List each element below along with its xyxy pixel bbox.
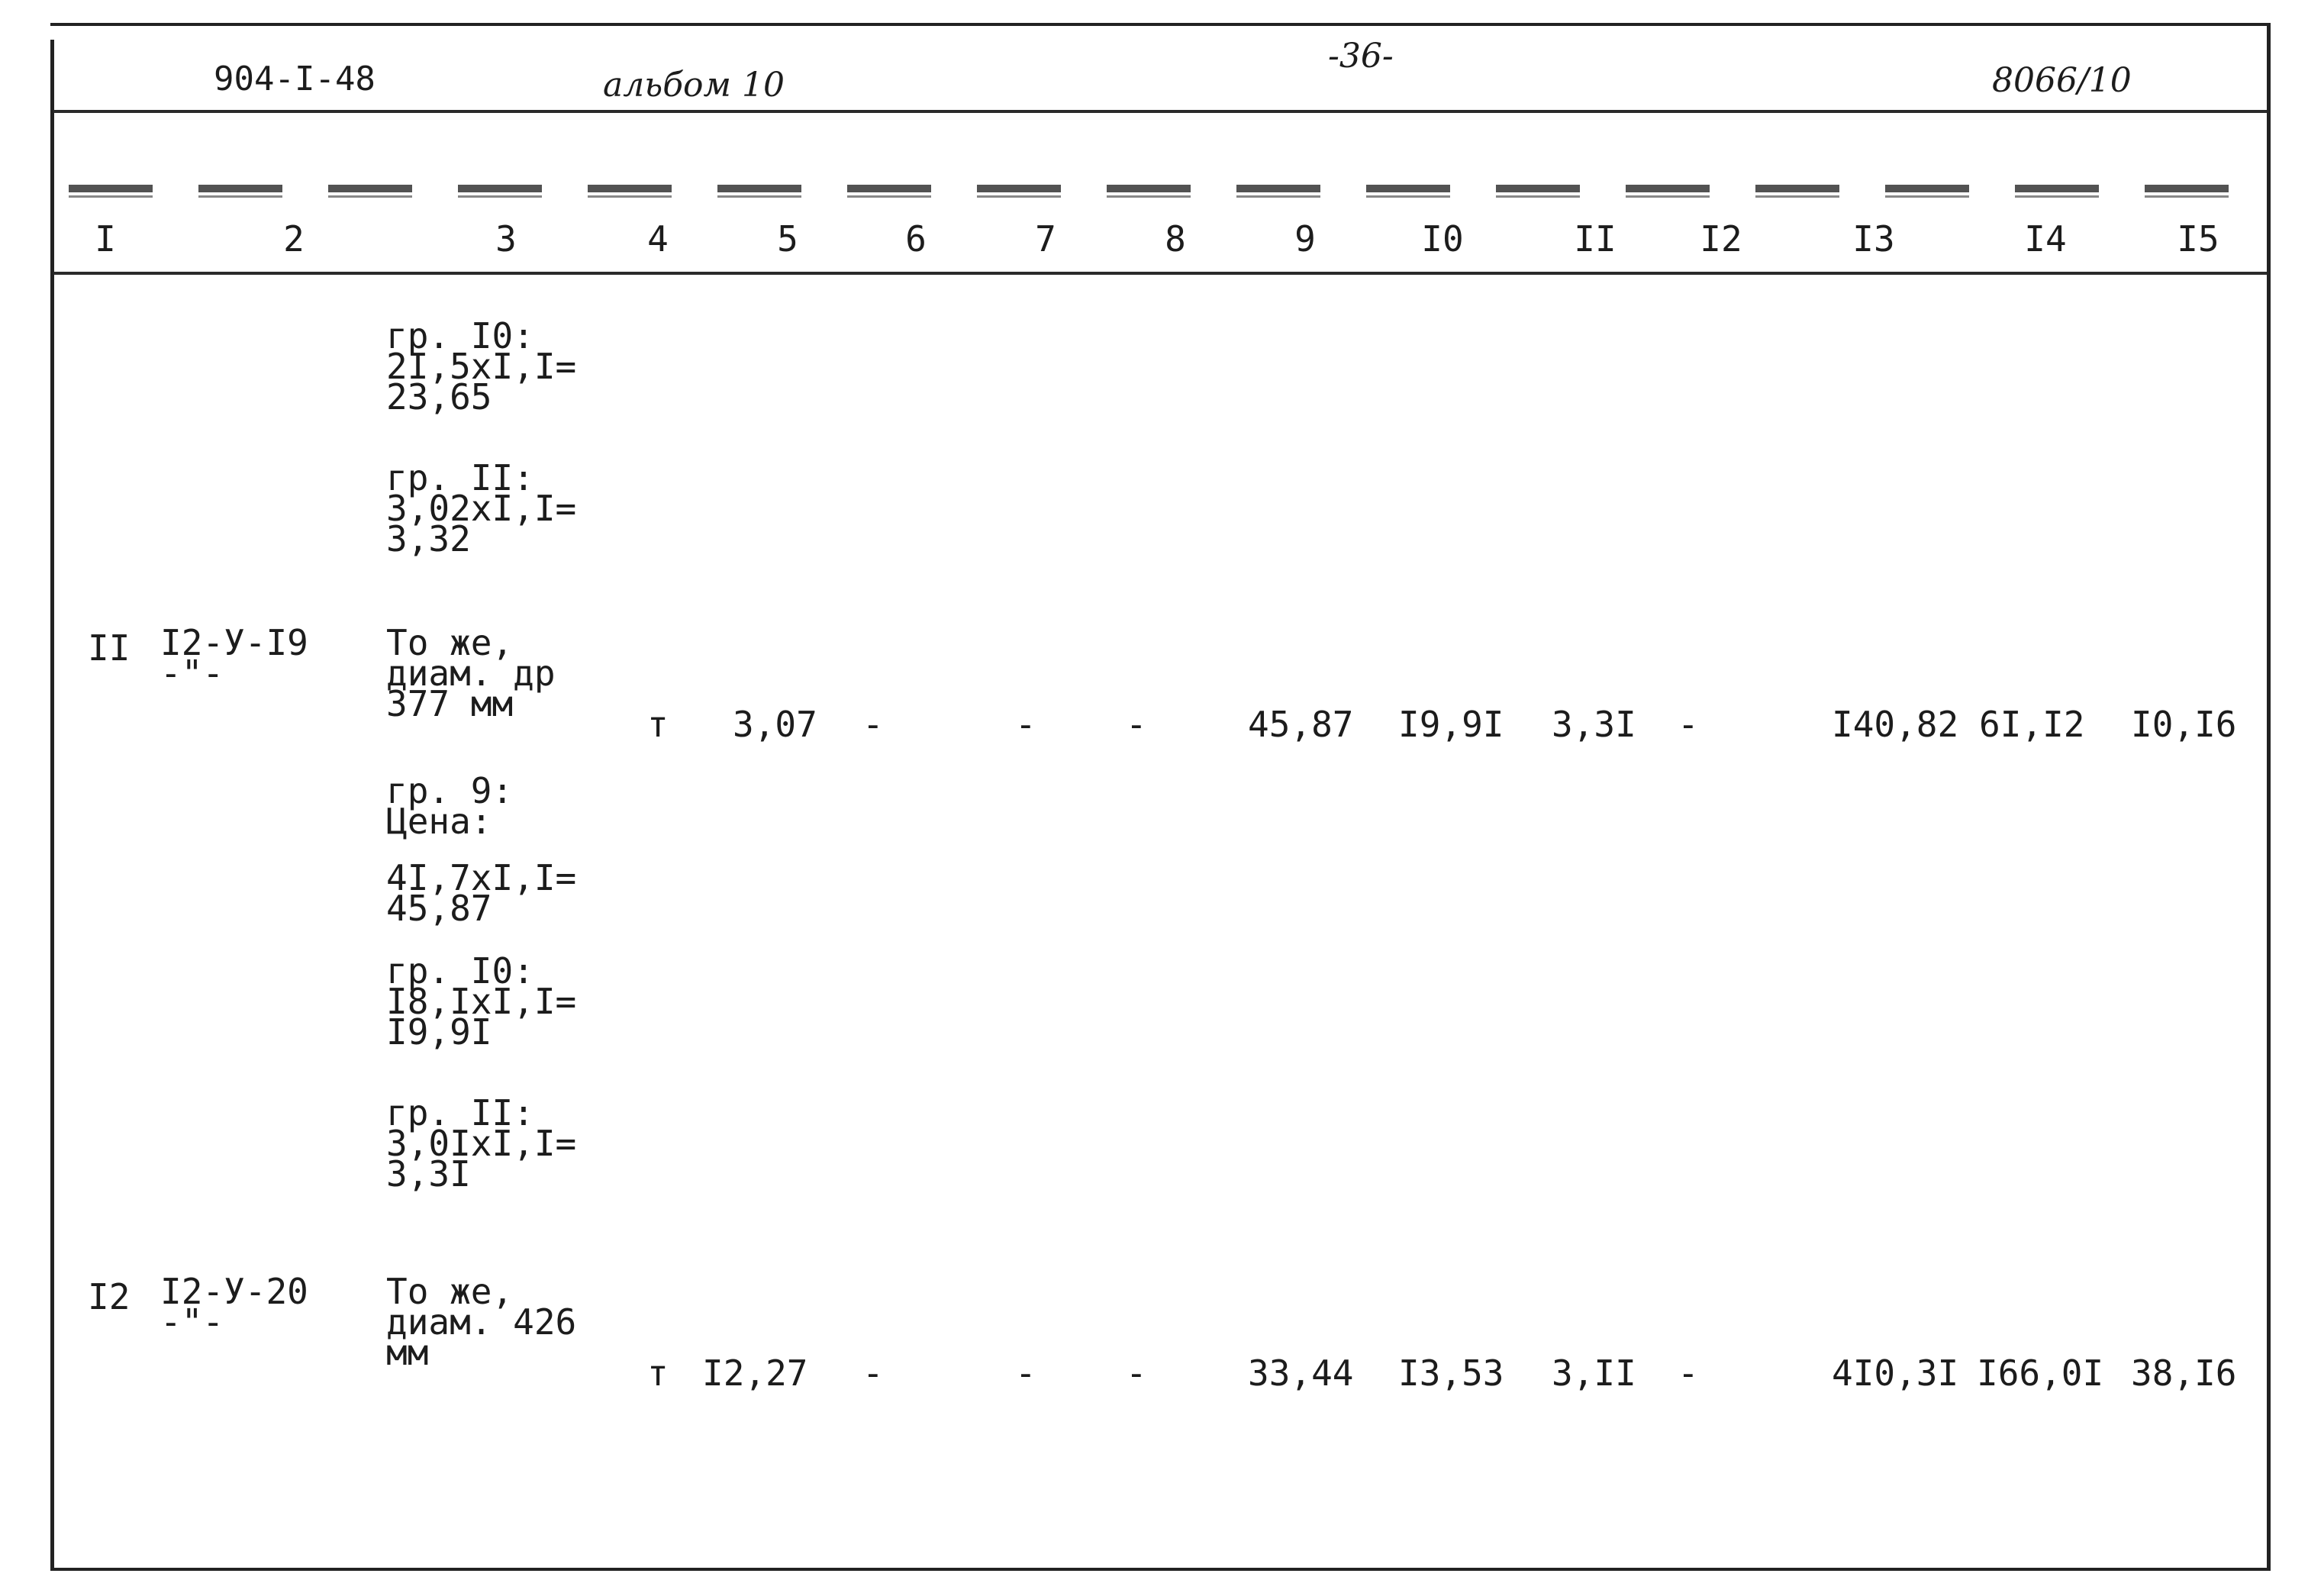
col-5: 5 [777, 218, 798, 260]
note-line: 2I,5xI,I= [386, 346, 577, 387]
cell-col7: - [1015, 1353, 1036, 1394]
col-15: I5 [2177, 218, 2219, 260]
code-line: I2-У-20 [160, 1271, 308, 1312]
note-line: гр. II: [386, 457, 534, 498]
header-double-rule [69, 185, 2267, 192]
col-10: I0 [1421, 218, 1464, 260]
cell-col6: - [862, 704, 884, 745]
frame-top-border [50, 23, 2271, 26]
doc-code: 904-I-48 [214, 60, 376, 98]
cell-unit: т [647, 704, 669, 745]
note-line: 3,32 [386, 518, 471, 559]
frame-bottom-border [50, 1568, 2271, 1571]
col-6: 6 [905, 218, 927, 260]
desc-line: То же, [386, 622, 514, 663]
cell-col12: - [1678, 704, 1699, 745]
note-group-9 [386, 770, 514, 842]
cell-col10: I9,9I [1398, 704, 1504, 745]
cell-col10: I3,53 [1398, 1353, 1504, 1394]
ditto-mark: -"- [160, 653, 224, 694]
page-number: -36- [1328, 37, 1394, 76]
sheet-number: 8066/10 [1992, 61, 2132, 100]
note-line: гр. II: [386, 1092, 534, 1133]
note-price-calc [386, 857, 577, 929]
desc-line: диам. др [386, 653, 556, 694]
row-code [160, 1271, 308, 1343]
col-1: I [95, 218, 116, 260]
frame-left-border [50, 40, 54, 1570]
cell-col8: - [1126, 1353, 1147, 1394]
cell-col5: 3,07 [733, 704, 817, 745]
note-line: 23,65 [386, 376, 492, 418]
note-group-11 [386, 1092, 577, 1195]
desc-line: мм [386, 1332, 429, 1373]
note-line: 4I,7xI,I= [386, 857, 577, 898]
cell-col5: I2,27 [702, 1353, 808, 1394]
cell-col7: - [1015, 704, 1036, 745]
row-number: I2 [88, 1276, 131, 1317]
col-14: I4 [2024, 218, 2067, 260]
header-double-rule-lower [69, 195, 2267, 198]
note-group-10 [386, 950, 577, 1053]
col-2: 2 [283, 218, 305, 260]
note-line: гр. I0: [386, 315, 534, 356]
note-line: I8,IxI,I= [386, 981, 577, 1022]
code-line: I2-У-I9 [160, 622, 308, 663]
desc-line: диам. 426 [386, 1301, 577, 1343]
header-divider [53, 110, 2267, 113]
row-description [386, 622, 556, 724]
cell-col9: 45,87 [1248, 704, 1354, 745]
row-code [160, 622, 308, 694]
col-13: I3 [1852, 218, 1895, 260]
cell-col14: 6I,I2 [1979, 704, 2085, 745]
col-4: 4 [647, 218, 669, 260]
frame-right-border [2267, 23, 2271, 1570]
note-line: I9,9I [386, 1011, 492, 1053]
note-line: 3,3I [386, 1153, 471, 1195]
col-11: II [1574, 218, 1617, 260]
cell-col6: - [862, 1353, 884, 1394]
cell-col12: - [1678, 1353, 1699, 1394]
cell-col15: I0,I6 [2131, 704, 2237, 745]
desc-line: 377 мм [386, 683, 514, 724]
note-line: 3,0IxI,I= [386, 1123, 577, 1164]
col-12: I2 [1700, 218, 1742, 260]
cell-col9: 33,44 [1248, 1353, 1354, 1394]
row-number: II [88, 627, 131, 669]
ditto-mark: -"- [160, 1301, 224, 1343]
cell-unit: т [647, 1353, 669, 1394]
cell-col11: 3,3I [1552, 704, 1636, 745]
row-description [386, 1271, 577, 1373]
note-line: Цена: [386, 801, 492, 842]
album-label: альбом 10 [603, 66, 785, 105]
desc-line: То же, [386, 1271, 514, 1312]
cell-col8: - [1126, 704, 1147, 745]
column-header-bottom-rule [53, 272, 2267, 275]
note-line: гр. I0: [386, 950, 534, 991]
cell-col14: I66,0I [1977, 1353, 2104, 1394]
cell-col13: I40,82 [1832, 704, 1959, 745]
col-3: 3 [495, 218, 517, 260]
col-8: 8 [1165, 218, 1186, 260]
cell-col13: 4I0,3I [1832, 1353, 1959, 1394]
col-7: 7 [1035, 218, 1056, 260]
cell-col15: 38,I6 [2131, 1353, 2237, 1394]
note-line: гр. 9: [386, 770, 514, 811]
note-line: 45,87 [386, 888, 492, 929]
col-9: 9 [1294, 218, 1316, 260]
note-group-10 [386, 315, 577, 418]
note-group-11 [386, 457, 577, 559]
cell-col11: 3,II [1552, 1353, 1636, 1394]
note-line: 3,02xI,I= [386, 488, 577, 529]
